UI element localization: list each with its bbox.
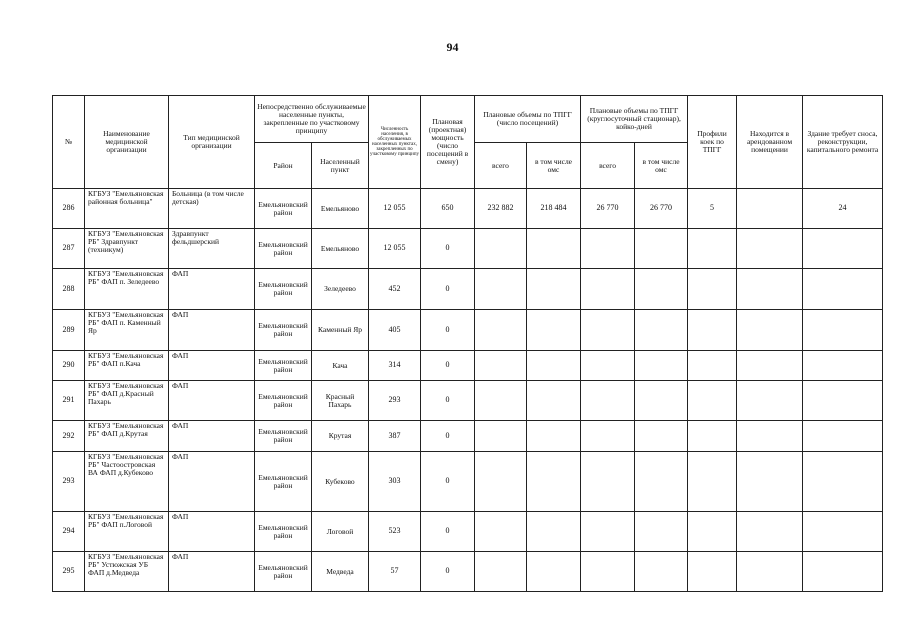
cell-visits-oms: 218 484: [527, 189, 581, 229]
cell-capacity: 0: [421, 512, 475, 552]
table-row: [53, 310, 883, 351]
cell-population: 12 055: [369, 229, 421, 269]
cell-district: Емельяновский район: [255, 552, 312, 592]
cell-row-num: 289: [53, 310, 85, 351]
cell-settlement: Медведа: [312, 552, 369, 592]
cell-beds-total: [581, 421, 635, 452]
cell-bed-profiles: [688, 512, 737, 552]
cell-population: 387: [369, 421, 421, 452]
cell-beds-oms: [635, 381, 688, 421]
cell-settlement: Кача: [312, 351, 369, 381]
cell-rented: [737, 351, 803, 381]
col-header-beds-group: Плановые объемы по ТПГГ (круглосуточный стационар), койко-дней: [581, 96, 688, 143]
cell-rented: [737, 552, 803, 592]
cell-settlement: Емельяново: [312, 189, 369, 229]
cell-visits-oms: [527, 351, 581, 381]
cell-population: 405: [369, 310, 421, 351]
cell-visits-oms: [527, 381, 581, 421]
cell-bed-profiles: [688, 552, 737, 592]
col-header-district: Район: [255, 143, 312, 189]
table-row: [53, 452, 883, 512]
cell-rented: [737, 310, 803, 351]
cell-beds-total: [581, 512, 635, 552]
cell-population: 12 055: [369, 189, 421, 229]
cell-visits-total: [475, 310, 527, 351]
cell-bed-profiles: [688, 452, 737, 512]
cell-repair: [803, 512, 883, 552]
cell-beds-oms: [635, 512, 688, 552]
table-row: [53, 381, 883, 421]
cell-visits-oms: [527, 452, 581, 512]
cell-settlement: Кубеково: [312, 452, 369, 512]
cell-district: Емельяновский район: [255, 512, 312, 552]
cell-repair: 24: [803, 189, 883, 229]
cell-repair: [803, 421, 883, 452]
cell-rented: [737, 189, 803, 229]
cell-visits-total: [475, 351, 527, 381]
col-header-capacity: Плановая (проектная) мощность (число посещений в смену): [421, 96, 475, 189]
cell-capacity: 0: [421, 310, 475, 351]
cell-visits-total: [475, 452, 527, 512]
cell-org-type: Здравпункт фельдшерский: [169, 229, 255, 269]
cell-capacity: 0: [421, 452, 475, 512]
cell-visits-total: [475, 381, 527, 421]
cell-beds-total: [581, 310, 635, 351]
cell-bed-profiles: [688, 381, 737, 421]
col-header-org-type: Тип медицинской организации: [169, 96, 255, 189]
cell-row-num: 288: [53, 269, 85, 310]
cell-org-type: ФАП: [169, 512, 255, 552]
cell-population: 303: [369, 452, 421, 512]
col-header-settlement: Населенный пункт: [312, 143, 369, 189]
cell-org-type: ФАП: [169, 421, 255, 452]
cell-beds-total: [581, 269, 635, 310]
cell-org-type: ФАП: [169, 310, 255, 351]
cell-org-name: КГБУЗ "Емельяновская районная больница": [85, 189, 169, 229]
cell-row-num: 292: [53, 421, 85, 452]
cell-org-name: КГБУЗ "Емельяновская РБ" Частоостровская ВА ФАП д.Кубеково: [85, 452, 169, 512]
cell-rented: [737, 269, 803, 310]
header-row-top: [53, 96, 883, 143]
cell-beds-total: [581, 351, 635, 381]
col-header-rented: Находится в арендованном помещении: [737, 96, 803, 189]
cell-capacity: 650: [421, 189, 475, 229]
cell-beds-oms: 26 770: [635, 189, 688, 229]
cell-org-type: ФАП: [169, 552, 255, 592]
cell-beds-oms: [635, 351, 688, 381]
col-header-visits-total: всего: [475, 143, 527, 189]
cell-rented: [737, 421, 803, 452]
cell-beds-total: [581, 229, 635, 269]
cell-district: Емельяновский район: [255, 310, 312, 351]
cell-rented: [737, 452, 803, 512]
cell-row-num: 286: [53, 189, 85, 229]
cell-visits-oms: [527, 229, 581, 269]
cell-beds-oms: [635, 269, 688, 310]
cell-repair: [803, 229, 883, 269]
cell-org-name: КГБУЗ "Емельяновская РБ" ФАП д.Красный Пахарь: [85, 381, 169, 421]
col-header-beds-total: всего: [581, 143, 635, 189]
cell-visits-total: 232 882: [475, 189, 527, 229]
table-body: [53, 189, 883, 592]
table-row: [53, 351, 883, 381]
cell-visits-oms: [527, 269, 581, 310]
cell-bed-profiles: 5: [688, 189, 737, 229]
cell-population: 293: [369, 381, 421, 421]
cell-visits-total: [475, 269, 527, 310]
cell-org-name: КГБУЗ "Емельяновская РБ" ФАП п. Зеледеево: [85, 269, 169, 310]
table-row: [53, 552, 883, 592]
cell-org-name: КГБУЗ "Емельяновская РБ" ФАП п.Кача: [85, 351, 169, 381]
page-number: 94: [446, 40, 459, 54]
cell-org-name: КГБУЗ "Емельяновская РБ" ФАП п.Логовой: [85, 512, 169, 552]
cell-beds-oms: [635, 421, 688, 452]
cell-visits-oms: [527, 310, 581, 351]
cell-org-name: КГБУЗ "Емельяновская РБ" ФАП п. Каменный Яр: [85, 310, 169, 351]
cell-population: 57: [369, 552, 421, 592]
cell-row-num: 294: [53, 512, 85, 552]
cell-repair: [803, 552, 883, 592]
cell-capacity: 0: [421, 421, 475, 452]
cell-repair: [803, 310, 883, 351]
col-header-visits-oms: в том числе омс: [527, 143, 581, 189]
cell-settlement: Красный Пахарь: [312, 381, 369, 421]
cell-settlement: Зеледеево: [312, 269, 369, 310]
cell-beds-oms: [635, 552, 688, 592]
col-header-visits-group: Плановые объемы по ТПГГ (число посещений): [475, 96, 581, 143]
cell-visits-total: [475, 421, 527, 452]
cell-visits-total: [475, 512, 527, 552]
cell-capacity: 0: [421, 381, 475, 421]
cell-district: Емельяновский район: [255, 189, 312, 229]
cell-visits-total: [475, 552, 527, 592]
cell-bed-profiles: [688, 421, 737, 452]
cell-settlement: Каменный Яр: [312, 310, 369, 351]
table-row: [53, 421, 883, 452]
cell-org-type: ФАП: [169, 381, 255, 421]
cell-org-name: КГБУЗ "Емельяновская РБ" Устюжская УБ ФАП д.Медведа: [85, 552, 169, 592]
cell-bed-profiles: [688, 269, 737, 310]
col-header-population: Численность населения, в обслуживаемых населенных пунктах, закрепленных по участковому принципу: [369, 96, 421, 189]
cell-org-type: Больница (в том числе детская): [169, 189, 255, 229]
cell-row-num: 290: [53, 351, 85, 381]
cell-beds-oms: [635, 452, 688, 512]
cell-population: 523: [369, 512, 421, 552]
cell-org-type: ФАП: [169, 351, 255, 381]
col-header-org-name: Наименование медицинской организации: [85, 96, 169, 189]
cell-bed-profiles: [688, 351, 737, 381]
cell-capacity: 0: [421, 269, 475, 310]
cell-settlement: Емельяново: [312, 229, 369, 269]
cell-beds-total: 26 770: [581, 189, 635, 229]
cell-row-num: 287: [53, 229, 85, 269]
table-row: [53, 512, 883, 552]
cell-district: Емельяновский район: [255, 229, 312, 269]
cell-beds-oms: [635, 310, 688, 351]
col-header-bed-profiles: Профили коек по ТПГГ: [688, 96, 737, 189]
table-row: [53, 229, 883, 269]
cell-row-num: 295: [53, 552, 85, 592]
cell-district: Емельяновский район: [255, 381, 312, 421]
cell-repair: [803, 351, 883, 381]
table-row: [53, 189, 883, 229]
cell-row-num: 291: [53, 381, 85, 421]
cell-district: Емельяновский район: [255, 421, 312, 452]
cell-bed-profiles: [688, 229, 737, 269]
cell-org-type: ФАП: [169, 269, 255, 310]
cell-district: Емельяновский район: [255, 452, 312, 512]
cell-beds-total: [581, 552, 635, 592]
cell-beds-total: [581, 452, 635, 512]
col-header-settlements-group: Непосредственно обслуживаемые населенные пункты, закрепленные по участковому принципу: [255, 96, 369, 143]
cell-org-name: КГБУЗ "Емельяновская РБ" ФАП д.Крутая: [85, 421, 169, 452]
cell-visits-total: [475, 229, 527, 269]
cell-visits-oms: [527, 421, 581, 452]
cell-org-name: КГБУЗ "Емельяновская РБ" Здравпункт (техникум): [85, 229, 169, 269]
table-row: [53, 269, 883, 310]
col-header-beds-oms: в том числе омс: [635, 143, 688, 189]
cell-rented: [737, 229, 803, 269]
cell-repair: [803, 452, 883, 512]
cell-row-num: 293: [53, 452, 85, 512]
col-header-num: №: [53, 96, 85, 189]
cell-district: Емельяновский район: [255, 269, 312, 310]
cell-visits-oms: [527, 512, 581, 552]
cell-visits-oms: [527, 552, 581, 592]
cell-beds-oms: [635, 229, 688, 269]
cell-repair: [803, 381, 883, 421]
cell-capacity: 0: [421, 351, 475, 381]
cell-capacity: 0: [421, 229, 475, 269]
cell-settlement: Крутая: [312, 421, 369, 452]
cell-rented: [737, 381, 803, 421]
col-header-repair: Здание требует сноса, реконструкции, капитального ремонта: [803, 96, 883, 189]
cell-population: 452: [369, 269, 421, 310]
cell-settlement: Логовой: [312, 512, 369, 552]
facilities-table: [52, 95, 883, 592]
cell-capacity: 0: [421, 552, 475, 592]
cell-rented: [737, 512, 803, 552]
cell-repair: [803, 269, 883, 310]
cell-beds-total: [581, 381, 635, 421]
cell-district: Емельяновский район: [255, 351, 312, 381]
cell-org-type: ФАП: [169, 452, 255, 512]
cell-population: 314: [369, 351, 421, 381]
cell-bed-profiles: [688, 310, 737, 351]
